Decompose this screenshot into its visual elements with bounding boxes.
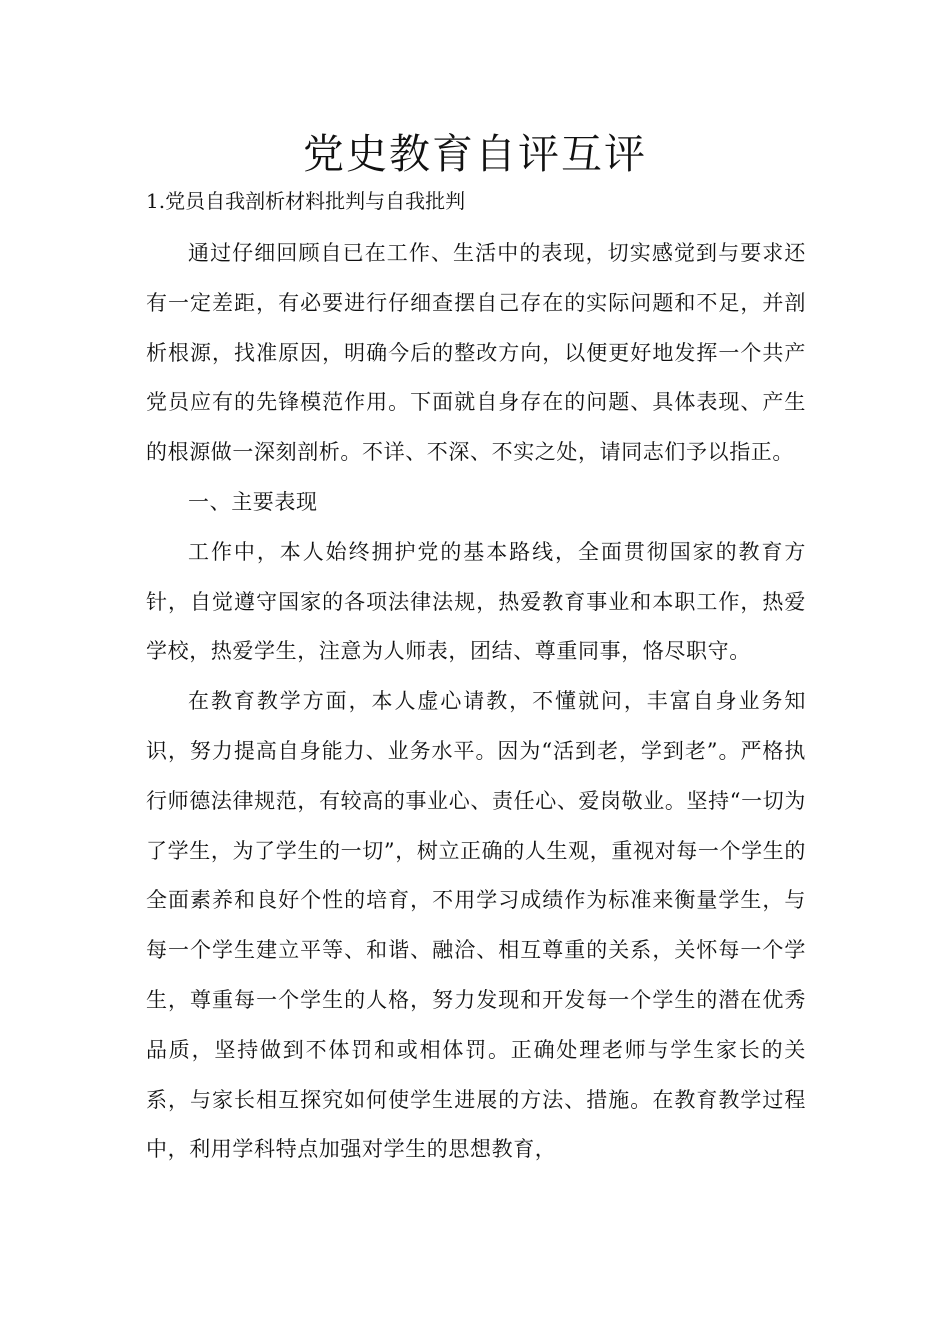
section-heading: 一、主要表现 [188,489,318,514]
document-title: 党史教育自评互评 [303,130,647,178]
paragraph: 工作中，本人始终拥护党的基本路线，全面贯彻国家的教育方针，自觉遵守国家的各项法律法规，热爱教育事业和本职工作，热爱学校，热爱学生，注意为人师表，团结、尊重同事，恪尽职守。 [146,539,806,664]
paragraph: 在教育教学方面，本人虚心请教，不懂就问，丰富自身业务知识，努力提高自身能力、业务水平。因为“活到老，学到老”。严格执行师德法律规范，有较高的事业心、责任心、爱岗敬业。坚持“一切为了学生，为了学生的一切”，树立正确的人生观，重视对每一个学生的全面素养和良好个性的培育，不用学习成绩作为标准来衡量学生，与每一个学生建立平等、和谐、融洽、相互尊重的关系，关怀每一个学生，尊重每一个学生的人格，努力发现和开发每一个学生的潜在优秀品质，坚持做到不体罚和或相体罚。正确处理老师与学生家长的关系，与家长相互探究如何使学生进展的方法、措施。在教育教学过程中，利用学科特点加强对学生的思想教育， [146,689,806,1162]
section-subheading: 1.党员自我剖析材料批判与自我批判 [146,189,466,213]
document-body [146,229,806,1175]
paragraph: 通过仔细回顾自已在工作、生活中的表现，切实感觉到与要求还有一定差距，有必要进行仔细查摆自己存在的实际问题和不足，并剖析根源，找准原因，明确今后的整改方向，以便更好地发挥一个共产党员应有的先锋模范作用。下面就自身存在的问题、具体表现、产生的根源做一深刻剖析。不详、不深、不实之处，请同志们予以指正。 [146,241,806,465]
